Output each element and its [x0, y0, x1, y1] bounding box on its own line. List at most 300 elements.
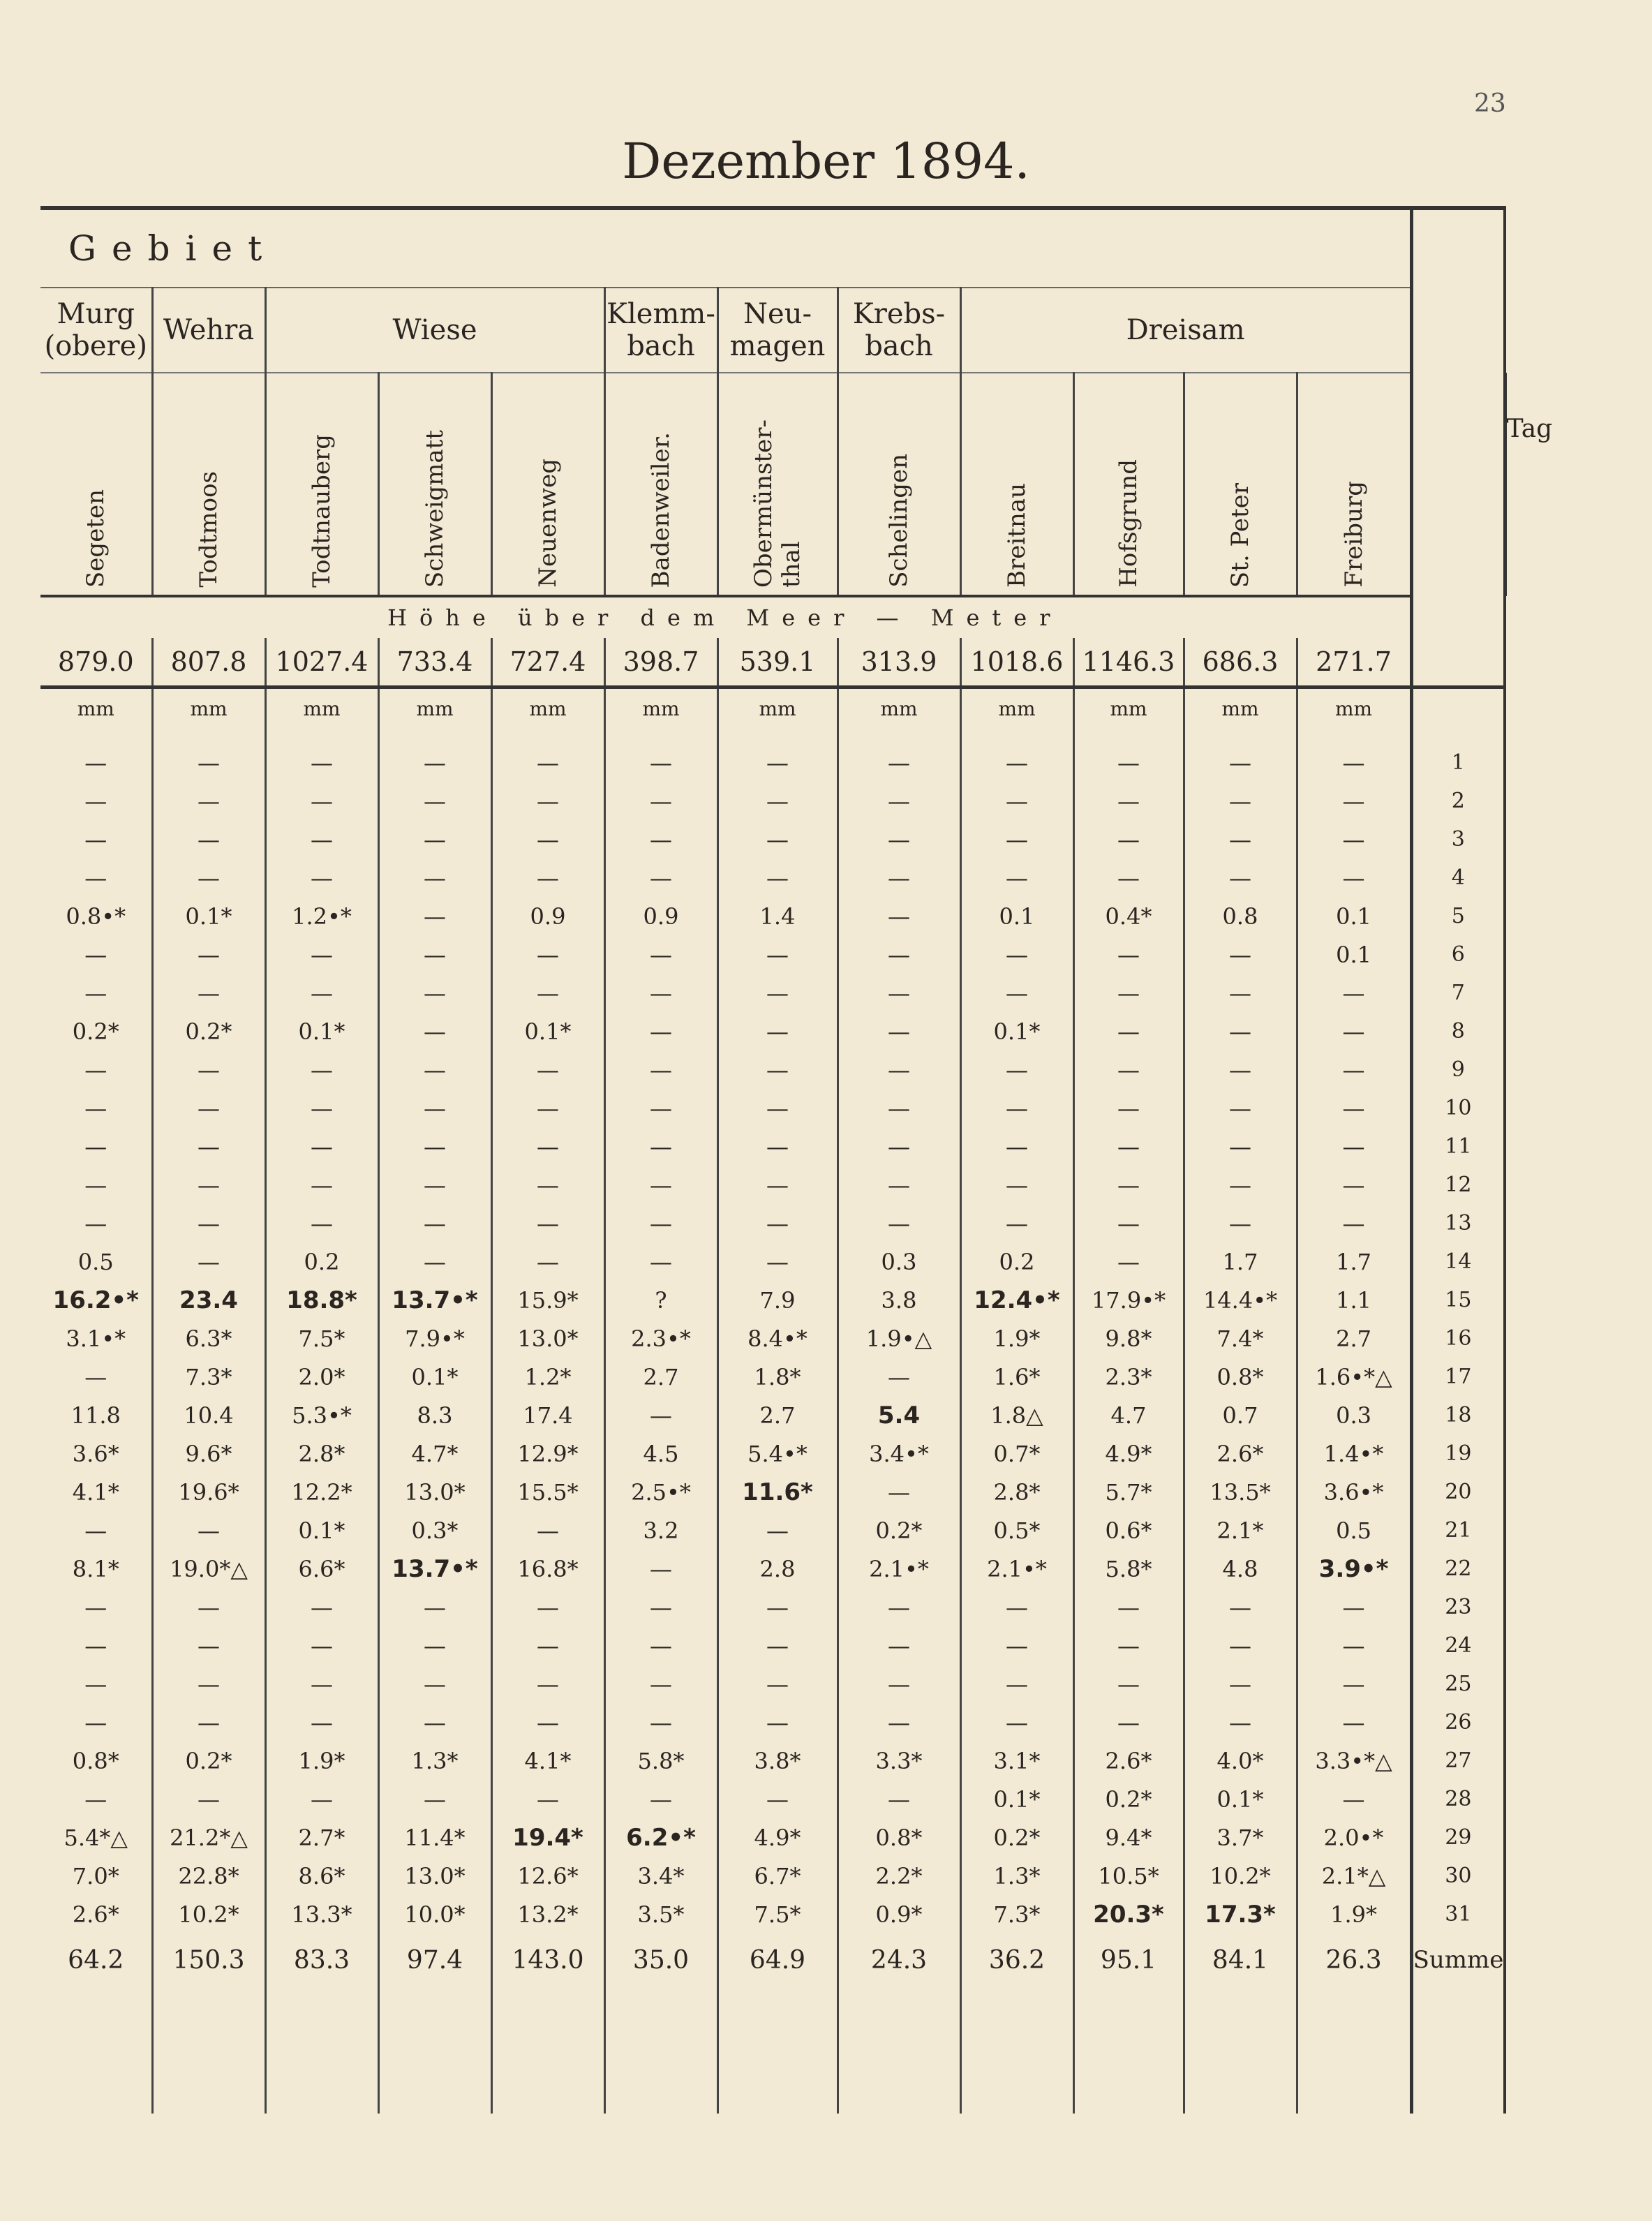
value-cell: — — [152, 1703, 265, 1741]
elevation-value: 1146.3 — [1073, 638, 1184, 688]
value-cell: — — [265, 935, 378, 974]
value-cell: — — [717, 1127, 838, 1166]
day-number: 19 — [1411, 1434, 1505, 1473]
value-cell: — — [838, 859, 960, 897]
value-cell: — — [84, 1594, 107, 1621]
value-cell: 3.1•* — [66, 1325, 126, 1352]
precipitation-table — [40, 206, 1553, 2114]
value-cell: 1.7 — [1297, 1242, 1411, 1281]
value-cell: 13.0* — [378, 1857, 491, 1895]
value-cell: 0.1* — [152, 897, 265, 935]
value-cell: — — [838, 1166, 960, 1204]
value-cell: — — [265, 1166, 378, 1204]
sum-value: 64.2 — [68, 1946, 124, 1975]
river-group-2: Wiese — [265, 288, 604, 373]
value-cell: 11.6* — [717, 1473, 838, 1511]
blank-cell — [491, 2009, 604, 2114]
value-cell: 1.2•* — [265, 897, 378, 935]
value-cell: — — [491, 1242, 604, 1281]
value-cell: — — [84, 1785, 107, 1813]
value-cell: — — [1184, 1626, 1297, 1665]
day-number: 15 — [1411, 1281, 1505, 1319]
value-cell: 0.1* — [1184, 1780, 1297, 1818]
value-cell: — — [152, 1050, 265, 1089]
value-cell: 0.5 — [77, 1248, 114, 1275]
value-cell: — — [604, 1588, 717, 1626]
value-cell: 4.9* — [1073, 1434, 1184, 1473]
day-number: 31 — [1411, 1895, 1505, 1933]
day-row — [40, 1895, 1505, 1933]
value-cell: — — [378, 974, 491, 1012]
value-cell: — — [604, 1012, 717, 1050]
value-cell: 0.2* — [72, 1018, 119, 1045]
day-row — [40, 974, 1505, 1012]
value-cell: — — [960, 1588, 1073, 1626]
value-cell: — — [717, 859, 838, 897]
day-row — [40, 1204, 1505, 1242]
value-cell: — — [1184, 1588, 1297, 1626]
value-cell: 13.7•* — [378, 1550, 491, 1588]
value-cell: 0.1* — [378, 1358, 491, 1396]
value-cell: — — [152, 743, 265, 782]
value-cell: 7.5* — [265, 1319, 378, 1358]
elevation-value: 313.9 — [838, 638, 960, 688]
value-cell: 0.1* — [265, 1012, 378, 1050]
value-cell: 18.8* — [265, 1281, 378, 1319]
value-cell: 13.3* — [265, 1895, 378, 1933]
value-cell: 2.0•* — [1297, 1818, 1411, 1857]
day-row — [40, 1050, 1505, 1089]
value-cell: 5.8* — [604, 1741, 717, 1780]
page-title: Dezember 1894. — [622, 133, 1030, 190]
river-group-0: Murg (obere) — [40, 288, 152, 373]
value-cell: — — [84, 1363, 107, 1390]
value-cell: — — [265, 1665, 378, 1703]
value-cell: 5.7* — [1073, 1473, 1184, 1511]
value-cell: 0.5* — [960, 1511, 1073, 1550]
day-number: 7 — [1411, 974, 1505, 1012]
value-cell: 0.8* — [1184, 1358, 1297, 1396]
value-cell: — — [838, 782, 960, 820]
value-cell: 12.9* — [491, 1434, 604, 1473]
value-cell: 10.0* — [378, 1895, 491, 1933]
value-cell: — — [717, 1242, 838, 1281]
day-number: 22 — [1411, 1550, 1505, 1588]
value-cell: — — [1073, 1626, 1184, 1665]
value-cell: 16.2•* — [52, 1286, 139, 1314]
value-cell: 2.8 — [717, 1550, 838, 1588]
value-cell: — — [604, 859, 717, 897]
value-cell: — — [604, 1626, 717, 1665]
value-cell: — — [152, 820, 265, 859]
value-cell: 7.3* — [152, 1358, 265, 1396]
value-cell: 1.7 — [1184, 1242, 1297, 1281]
blank-cell — [1297, 2009, 1411, 2114]
value-cell: 2.0* — [265, 1358, 378, 1396]
value-cell: 0.2* — [152, 1012, 265, 1050]
day-row — [40, 1780, 1505, 1818]
value-cell: — — [717, 1166, 838, 1204]
value-cell: 0.3 — [1297, 1396, 1411, 1434]
unit-label: mm — [960, 688, 1073, 744]
station-name: Neuenweg — [534, 459, 562, 588]
value-cell: 3.3* — [838, 1741, 960, 1780]
value-cell: — — [1073, 1204, 1184, 1242]
value-cell: — — [717, 935, 838, 974]
value-cell: — — [1297, 974, 1411, 1012]
value-cell: — — [265, 1780, 378, 1818]
station-name: Todtnauberg — [308, 434, 336, 588]
sum-row — [40, 1933, 1505, 2009]
day-number: 9 — [1411, 1050, 1505, 1089]
value-cell: — — [378, 1242, 491, 1281]
unit-label: mm — [77, 697, 114, 720]
day-number: 21 — [1411, 1511, 1505, 1550]
sum-value: 36.2 — [960, 1933, 1073, 2009]
value-cell: — — [1073, 1089, 1184, 1127]
station-name: Obermünster-thal — [750, 419, 805, 588]
value-cell: — — [378, 1626, 491, 1665]
value-cell: 6.2•* — [604, 1818, 717, 1857]
value-cell: 5.3•* — [265, 1396, 378, 1434]
value-cell: — — [265, 859, 378, 897]
tag-spacer — [1411, 2009, 1505, 2114]
value-cell: — — [717, 1588, 838, 1626]
value-cell: — — [1073, 1012, 1184, 1050]
value-cell: — — [604, 1703, 717, 1741]
value-cell: — — [1073, 782, 1184, 820]
station-name: Schelingen — [885, 454, 913, 588]
value-cell: 1.1 — [1297, 1281, 1411, 1319]
value-cell: 0.2 — [960, 1242, 1073, 1281]
value-cell: 2.2* — [838, 1857, 960, 1895]
station-name: Breitnau — [1003, 483, 1031, 588]
value-cell: — — [84, 979, 107, 1006]
value-cell: 8.1* — [72, 1555, 119, 1582]
value-cell: 2.1* — [1184, 1511, 1297, 1550]
value-cell: — — [604, 1127, 717, 1166]
value-cell: — — [838, 1780, 960, 1818]
value-cell: 7.3* — [960, 1895, 1073, 1933]
value-cell: — — [717, 1012, 838, 1050]
day-row — [40, 1665, 1505, 1703]
value-cell: — — [960, 859, 1073, 897]
elevation-value: 807.8 — [152, 638, 265, 688]
value-cell: — — [604, 974, 717, 1012]
value-cell: — — [838, 897, 960, 935]
value-cell: — — [152, 1166, 265, 1204]
day-row — [40, 1818, 1505, 1857]
day-number: 5 — [1411, 897, 1505, 935]
value-cell: — — [1073, 1242, 1184, 1281]
day-row — [40, 1319, 1505, 1358]
station-header-2 — [265, 373, 378, 596]
elevation-value: 733.4 — [378, 638, 491, 688]
value-cell: 1.9* — [960, 1319, 1073, 1358]
value-cell: 2.8* — [960, 1473, 1073, 1511]
value-cell: 4.1* — [72, 1478, 119, 1506]
value-cell: 7.9•* — [378, 1319, 491, 1358]
river-group-4: Neu-magen — [717, 288, 838, 373]
day-row — [40, 1857, 1505, 1895]
river-group-1: Wehra — [152, 288, 265, 373]
value-cell: 0.7* — [960, 1434, 1073, 1473]
value-cell: — — [152, 1780, 265, 1818]
value-cell: — — [1297, 1050, 1411, 1089]
value-cell: — — [960, 1665, 1073, 1703]
value-cell: 2.1•* — [838, 1550, 960, 1588]
day-number: 12 — [1411, 1166, 1505, 1204]
value-cell: — — [838, 1473, 960, 1511]
value-cell: 6.7* — [717, 1857, 838, 1895]
value-cell: 3.8* — [717, 1741, 838, 1780]
value-cell: — — [604, 1242, 717, 1281]
value-cell: 1.9•△ — [838, 1319, 960, 1358]
elevation-value: 686.3 — [1184, 638, 1297, 688]
value-cell: — — [1297, 1166, 1411, 1204]
value-cell: 23.4 — [152, 1281, 265, 1319]
value-cell: — — [1184, 1127, 1297, 1166]
river-group-5: Krebs-bach — [838, 288, 960, 373]
value-cell: 0.9 — [604, 897, 717, 935]
station-header-4 — [491, 373, 604, 596]
elevation-row — [40, 638, 1505, 688]
value-cell: — — [378, 1012, 491, 1050]
value-cell: — — [491, 1780, 604, 1818]
value-cell: 0.2* — [152, 1741, 265, 1780]
value-cell: — — [265, 743, 378, 782]
value-cell: — — [604, 1665, 717, 1703]
station-header-6 — [717, 373, 838, 596]
value-cell: — — [1297, 1703, 1411, 1741]
value-cell: — — [717, 743, 838, 782]
day-number: 11 — [1411, 1127, 1505, 1166]
value-cell: 13.2* — [491, 1895, 604, 1933]
value-cell: 4.7* — [378, 1434, 491, 1473]
value-cell: — — [1184, 1050, 1297, 1089]
value-cell: — — [1073, 1703, 1184, 1741]
value-cell: — — [1184, 1089, 1297, 1127]
value-cell: — — [152, 859, 265, 897]
day-number: 25 — [1411, 1665, 1505, 1703]
value-cell: 10.2* — [152, 1895, 265, 1933]
station-header-0 — [40, 373, 152, 596]
day-number: 8 — [1411, 1012, 1505, 1050]
value-cell: 3.5* — [604, 1895, 717, 1933]
day-number: 10 — [1411, 1089, 1505, 1127]
value-cell: 1.8* — [717, 1358, 838, 1396]
value-cell: — — [717, 974, 838, 1012]
value-cell: 1.3* — [378, 1741, 491, 1780]
value-cell: — — [1184, 1166, 1297, 1204]
value-cell: — — [378, 1588, 491, 1626]
value-cell: — — [604, 1166, 717, 1204]
value-cell: — — [1184, 859, 1297, 897]
value-cell: — — [604, 1204, 717, 1242]
day-row — [40, 820, 1505, 859]
value-cell: — — [265, 1127, 378, 1166]
day-number: 29 — [1411, 1818, 1505, 1857]
value-cell: — — [838, 1127, 960, 1166]
river-group-3: Klemm-bach — [604, 288, 717, 373]
day-row — [40, 1434, 1505, 1473]
value-cell: — — [717, 1780, 838, 1818]
value-cell: — — [960, 1050, 1073, 1089]
unit-label: mm — [604, 688, 717, 744]
value-cell: — — [491, 820, 604, 859]
value-cell: 0.7 — [1184, 1396, 1297, 1434]
value-cell: — — [1073, 974, 1184, 1012]
value-cell: — — [84, 1133, 107, 1160]
day-number: 16 — [1411, 1319, 1505, 1358]
value-cell: — — [717, 1703, 838, 1741]
day-number: 13 — [1411, 1204, 1505, 1242]
value-cell: — — [960, 974, 1073, 1012]
value-cell: — — [265, 782, 378, 820]
value-cell: — — [1297, 1780, 1411, 1818]
day-row — [40, 1281, 1505, 1319]
day-row — [40, 1012, 1505, 1050]
value-cell: 6.3* — [152, 1319, 265, 1358]
value-cell: 5.8* — [1073, 1550, 1184, 1588]
value-cell: — — [378, 1050, 491, 1089]
value-cell: 1.6•*△ — [1297, 1358, 1411, 1396]
value-cell: — — [378, 820, 491, 859]
value-cell: 0.9 — [491, 897, 604, 935]
value-cell: 2.7* — [265, 1818, 378, 1857]
sum-value: 35.0 — [604, 1933, 717, 2009]
value-cell: — — [152, 1511, 265, 1550]
value-cell: 12.2* — [265, 1473, 378, 1511]
day-row — [40, 859, 1505, 897]
unit-label: mm — [1297, 688, 1411, 744]
value-cell: 2.6* — [72, 1901, 119, 1928]
value-cell: — — [152, 1588, 265, 1626]
value-cell: 0.1* — [491, 1012, 604, 1050]
day-row — [40, 743, 1505, 782]
value-cell: — — [1297, 743, 1411, 782]
unit-label: mm — [491, 688, 604, 744]
value-cell: — — [838, 935, 960, 974]
value-cell: 9.8* — [1073, 1319, 1184, 1358]
value-cell: — — [491, 1166, 604, 1204]
value-cell: — — [1073, 1665, 1184, 1703]
day-number: 24 — [1411, 1626, 1505, 1665]
value-cell: 12.4•* — [960, 1281, 1073, 1319]
value-cell: — — [84, 1210, 107, 1237]
value-cell: 20.3* — [1073, 1895, 1184, 1933]
value-cell: 2.8* — [265, 1434, 378, 1473]
value-cell: 10.2* — [1184, 1857, 1297, 1895]
station-name: Schweigmatt — [421, 430, 449, 588]
value-cell: — — [1297, 1588, 1411, 1626]
day-number: 3 — [1411, 820, 1505, 859]
value-cell: — — [838, 743, 960, 782]
value-cell: — — [265, 974, 378, 1012]
station-name: Freiburg — [1339, 481, 1368, 588]
value-cell: — — [1073, 1588, 1184, 1626]
value-cell: 3.9•* — [1297, 1550, 1411, 1588]
value-cell: — — [1184, 1665, 1297, 1703]
station-name: Badenweiler. — [647, 431, 675, 588]
blank-cell — [1073, 2009, 1184, 2114]
station-header-1 — [152, 373, 265, 596]
value-cell: — — [491, 1665, 604, 1703]
value-cell: — — [152, 1089, 265, 1127]
value-cell: — — [960, 1204, 1073, 1242]
sum-value: 150.3 — [152, 1933, 265, 2009]
value-cell: 7.0* — [72, 1862, 119, 1889]
value-cell: — — [1073, 1050, 1184, 1089]
unit-label: mm — [838, 688, 960, 744]
sum-value: 84.1 — [1184, 1933, 1297, 2009]
value-cell: — — [1297, 820, 1411, 859]
station-header-7 — [838, 373, 960, 596]
value-cell: 10.5* — [1073, 1857, 1184, 1895]
value-cell: 0.8* — [838, 1818, 960, 1857]
value-cell: 17.3* — [1184, 1895, 1297, 1933]
day-row — [40, 1473, 1505, 1511]
blank-cell — [1184, 2009, 1297, 2114]
value-cell: — — [838, 1089, 960, 1127]
value-cell: — — [717, 820, 838, 859]
value-cell: 1.4•* — [1297, 1434, 1411, 1473]
value-cell: — — [960, 1127, 1073, 1166]
day-row — [40, 1089, 1505, 1127]
value-cell: — — [152, 782, 265, 820]
value-cell: 0.8•* — [66, 902, 126, 930]
gebiet-label: Gebiet — [68, 228, 278, 269]
value-cell: 1.9* — [1297, 1895, 1411, 1933]
value-cell: — — [378, 1780, 491, 1818]
value-cell: — — [604, 1089, 717, 1127]
value-cell: 2.3•* — [604, 1319, 717, 1358]
station-name: Hofsgrund — [1115, 459, 1143, 588]
value-cell: — — [1073, 935, 1184, 974]
station-name: Segeten — [82, 489, 110, 588]
value-cell: 5.4 — [838, 1396, 960, 1434]
value-cell: — — [265, 1626, 378, 1665]
day-number: 27 — [1411, 1741, 1505, 1780]
value-cell: — — [838, 1588, 960, 1626]
value-cell: — — [378, 897, 491, 935]
value-cell: — — [84, 1171, 107, 1198]
value-cell: — — [838, 1358, 960, 1396]
value-cell: 8.4•* — [717, 1319, 838, 1358]
value-cell: — — [717, 1511, 838, 1550]
value-cell: — — [378, 743, 491, 782]
value-cell: — — [84, 749, 107, 776]
value-cell: — — [265, 820, 378, 859]
value-cell: — — [717, 1089, 838, 1127]
value-cell: — — [491, 782, 604, 820]
day-number: 18 — [1411, 1396, 1505, 1434]
tag-spacer — [1411, 688, 1505, 744]
value-cell: — — [84, 1632, 107, 1659]
value-cell: 3.1* — [960, 1741, 1073, 1780]
day-number: 14 — [1411, 1242, 1505, 1281]
day-row — [40, 1703, 1505, 1741]
value-cell: 0.1* — [960, 1012, 1073, 1050]
value-cell: — — [491, 1626, 604, 1665]
day-number: 20 — [1411, 1473, 1505, 1511]
value-cell: — — [1297, 1204, 1411, 1242]
tail-row — [40, 2009, 1505, 2114]
value-cell: 13.0* — [378, 1473, 491, 1511]
value-cell: — — [265, 1050, 378, 1089]
value-cell: — — [717, 1204, 838, 1242]
value-cell: — — [838, 1204, 960, 1242]
